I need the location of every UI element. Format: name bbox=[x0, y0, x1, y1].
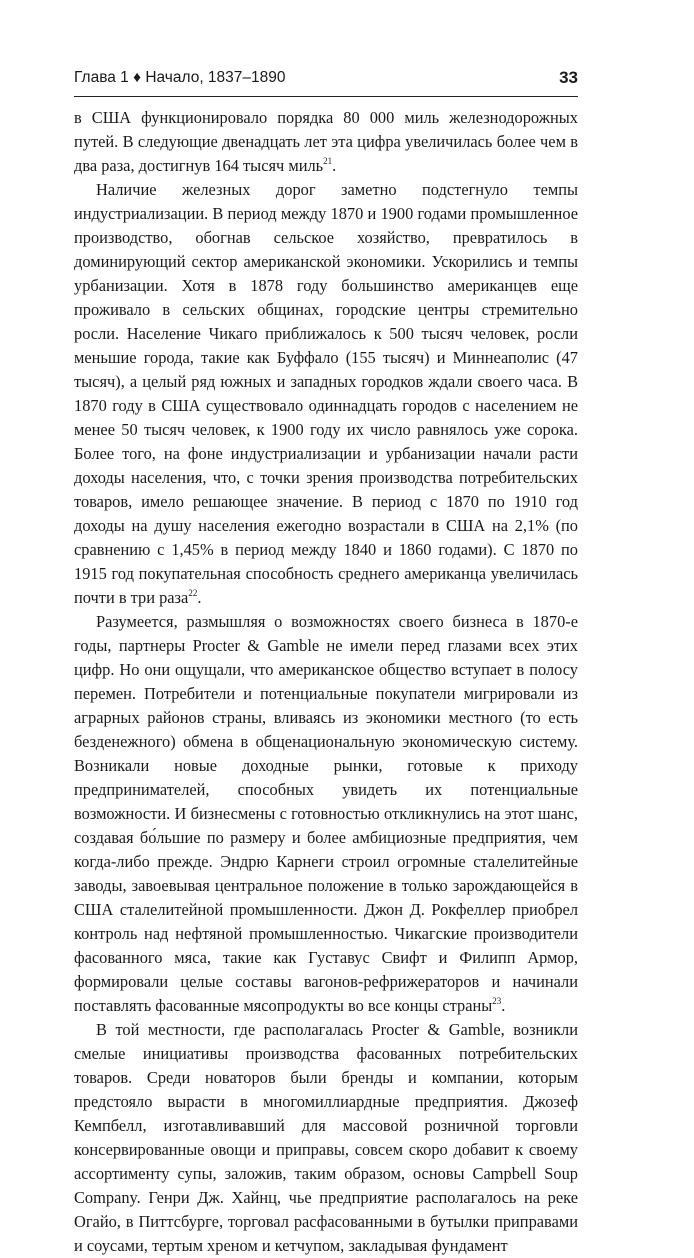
header-rule bbox=[74, 96, 578, 97]
paragraph-text: в США функционировало порядка 80 000 миль железнодорожных путей. В следующие двенадцать лет эта цифра увеличилась более чем в два раза, достигнув 164 тысяч миль bbox=[74, 108, 578, 175]
paragraph-1 bbox=[74, 106, 578, 178]
chapter-title: Глава 1 ♦ Начало, 1837–1890 bbox=[74, 69, 286, 86]
paragraph-4 bbox=[74, 1018, 578, 1258]
footnote-ref-22: 22 bbox=[188, 587, 198, 598]
paragraph-tail: . bbox=[332, 156, 337, 175]
paragraph-text: В той местности, где располагалась Procter & Gamble, возникли смелые инициативы производства фасованных потребительских товаров. Среди новаторов были бренды и компании, которым предстояло вырасти в многомиллиардные предприятия. Джозеф Кемпбелл, изготавливавший для массовой розничной торговли консервированные овощи и приправы, совсем скоро добавит к своему ассортименту супы, заложив, таким образом, основы Campbell Soup Company. Генри Дж. Хайнц, чье предприятие располагалось на реке Огайо, в Питтсбурге, торговал расфасованными в бутылки приправами и соусами, тертым хреном и кетчупом, закладывая фундамент bbox=[74, 1020, 578, 1255]
paragraph-tail: . bbox=[501, 996, 506, 1015]
footnote-ref-23: 23 bbox=[492, 995, 502, 1006]
paragraph-2 bbox=[74, 178, 578, 610]
paragraph-tail: . bbox=[197, 588, 202, 607]
paragraph-text: Наличие железных дорог заметно подстегнуло темпы индустриализации. В период между 1870 и 1900 годами промышленное производство, обогнав сельское хозяйство, превратилось в доминирующий сектор американской экономики. Ускорились и темпы урбанизации. Хотя в 1878 году большинство американцев еще проживало в сельских общинах, городские центры стремительно росли. Население Чикаго приближалось к 500 тысяч человек, росли меньшие города, такие как Буффало (155 тысяч) и Миннеаполис (47 тысяч), а целый ряд южных и западных городков ждали своего часа. В 1870 году в США существовало одиннадцать городов с населением не менее 50 тысяч человек, к 1900 году их число равнялось уже сорока. Более того, на фоне индустриализации и урбанизации начали расти доходы населения, что, с точки зрения производства потребительских товаров, имело решающее значение. В период с 1870 по 1910 год доходы на душу населения ежегодно возрастали в США на 2,1% (по сравнению с 1,45% в период между 1840 и 1860 годами). С 1870 по 1915 год покупательная способность среднего американца увеличилась почти в три раза bbox=[74, 180, 578, 607]
page-number: 33 bbox=[559, 68, 578, 87]
body-text bbox=[74, 106, 578, 1258]
running-header bbox=[74, 68, 578, 90]
footnote-ref-21: 21 bbox=[323, 155, 333, 166]
paragraph-3 bbox=[74, 610, 578, 1018]
paragraph-text: Разумеется, размышляя о возможностях своего бизнеса в 1870-е годы, партнеры Procter & Gamble не имели перед глазами всех этих цифр. Но они ощущали, что американское общество вступает в полосу перемен. Потребители и потенциальные покупатели мигрировали из аграрных районов страны, вливаясь из экономики местного (то есть безденежного) обмена в общенациональную экономическую систему. Возникали новые доходные рынки, готовые к приходу предпринимателей, способных увидеть их потенциальные возможности. И бизнесмены с готовностью откликнулись на этот шанс, создавая бо́льшие по размеру и более амбициозные предприятия, чем когда-либо прежде. Эндрю Карнеги строил огромные сталелитейные заводы, завоевывая центральное положение в только зарождающейся в США сталелитейной промышленности. Джон Д. Рокфеллер приобрел контроль над нефтяной промышленностью. Чикагские производители фасованного мяса, такие как Густавус Свифт и Филипп Армор, формировали целые составы вагонов-рефрижераторов и начинали поставлять фасованные мясопродукты во все концы страны bbox=[74, 612, 578, 1015]
